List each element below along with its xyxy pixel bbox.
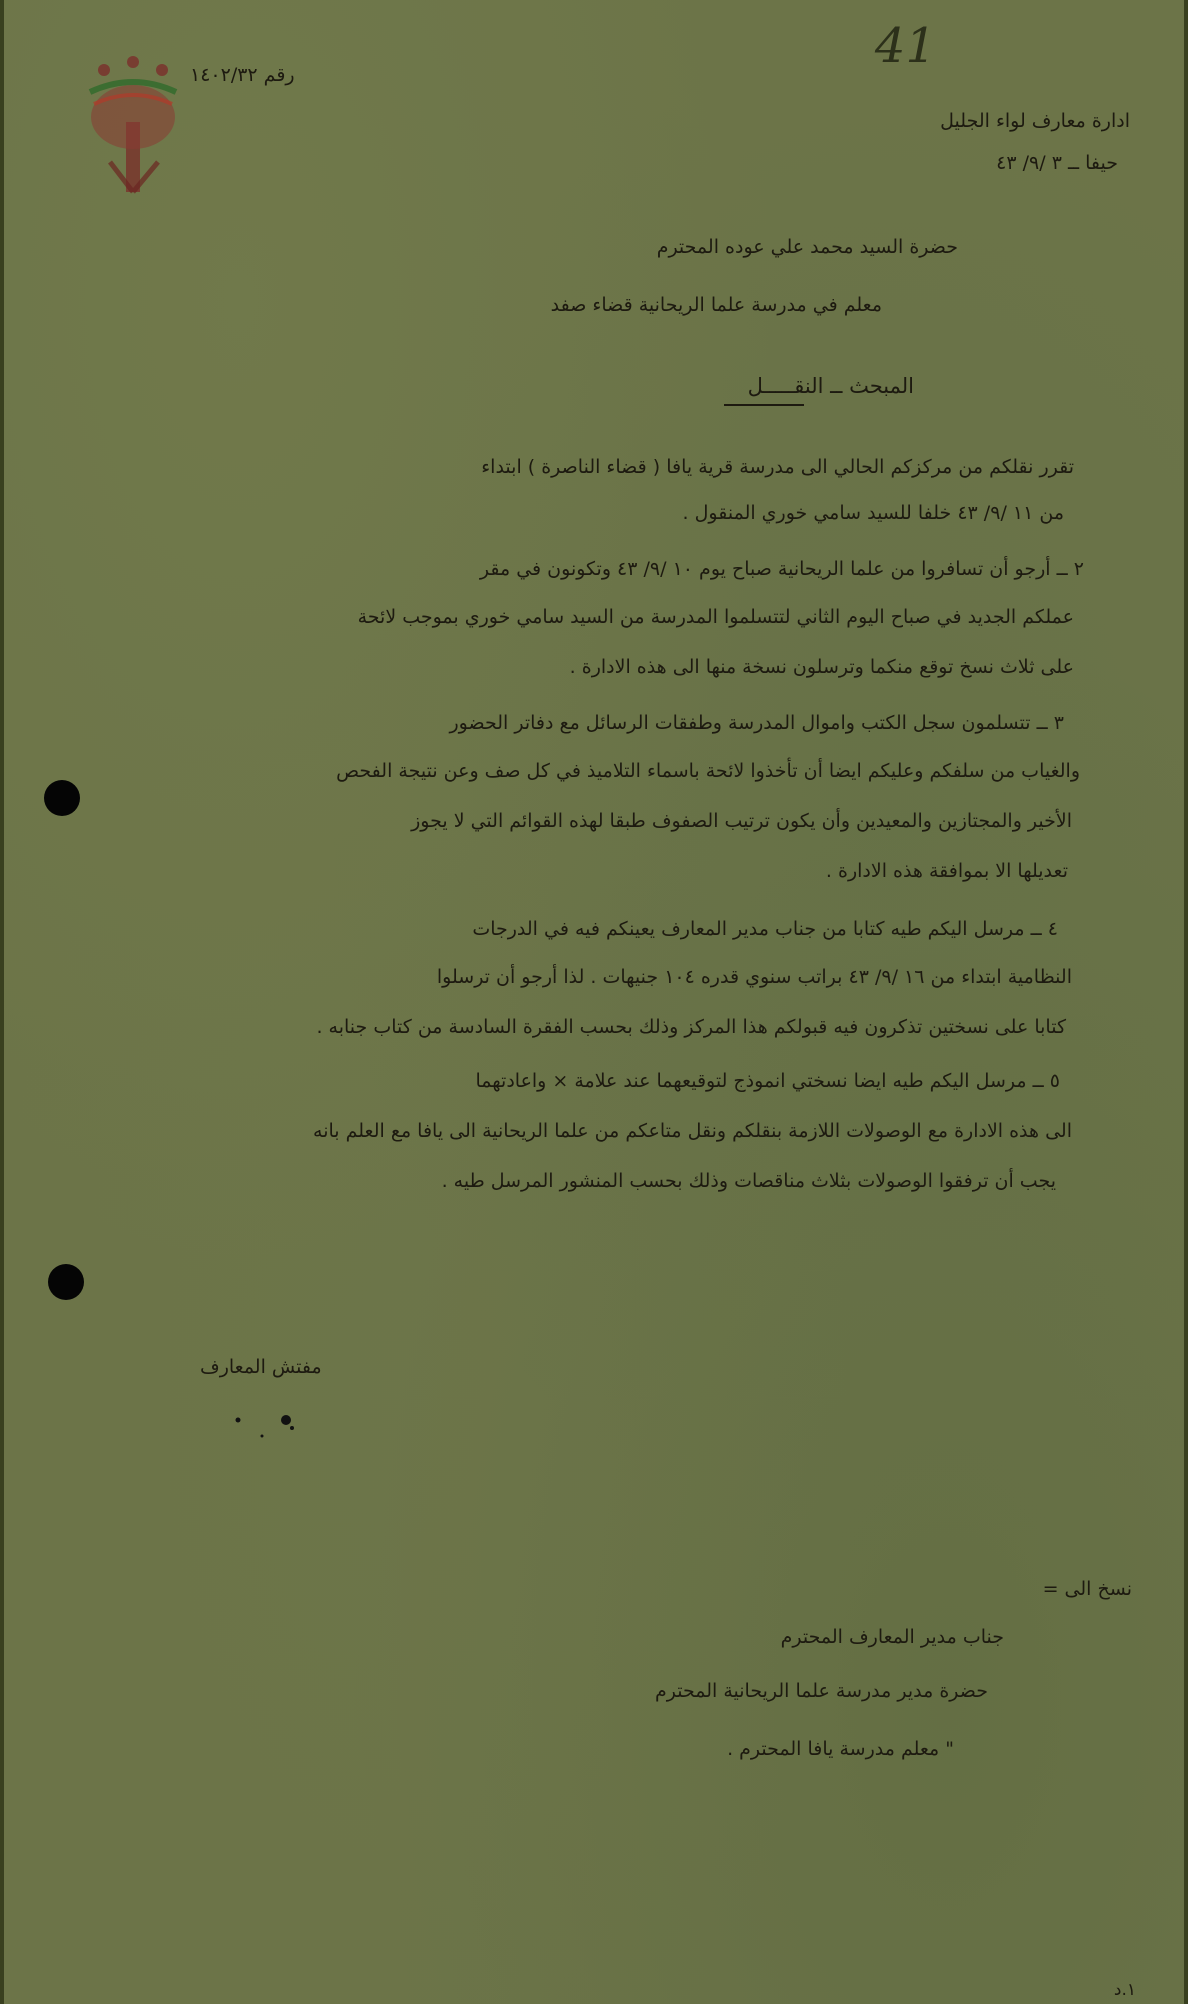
body-line: ٢ ــ أرجو أن تسافروا من علما الريحانية صباح يوم ١٠ /٩/ ٤٣ وتكونون في مقر	[479, 558, 1084, 580]
body-line: النظامية ابتداء من ١٦ /٩/ ٤٣ براتب سنوي قدره ١٠٤ جنيهات . لذا أرجو أن ترسلوا	[436, 966, 1072, 988]
addressee-name: حضرة السيد محمد علي عوده المحترم	[656, 236, 958, 258]
archive-logo-watermark	[80, 52, 190, 202]
body-line: يجب أن ترفقوا الوصولات بثلاث مناقصات وذلك بحسب المنشور المرسل طيه .	[441, 1170, 1056, 1192]
archive-folio-number: 41	[874, 18, 936, 74]
body-line: ٥ ــ مرسل اليكم طيه ايضا نسختي انموذج لتوقيعهما عند علامة × واعادتهما	[475, 1070, 1060, 1092]
body-line: من ١١ /٩/ ٤٣ خلفا للسيد سامي خوري المنقول .	[682, 502, 1064, 524]
copies-heading: نسخ الى =	[1042, 1578, 1132, 1600]
reference-number: رقم ١٤٠٢/٣٢	[190, 64, 295, 86]
place-date: حيفا ــ ٣ /٩/ ٤٣	[996, 152, 1118, 174]
body-line: الأخير والمجتازين والمعيدين وأن يكون ترتيب الصفوف طبقا لهذه القوائم التي لا يجوز	[411, 810, 1072, 832]
copies-item: جناب مدير المعارف المحترم	[780, 1626, 1004, 1648]
body-line: الى هذه الادارة مع الوصولات اللازمة بنقلكم ونقل متاعكم من علما الريحانية الى يافا مع العلم بانه	[313, 1120, 1072, 1142]
signature-title: مفتش المعارف	[200, 1356, 322, 1378]
punch-hole	[44, 780, 80, 816]
body-line: ٤ ــ مرسل اليكم طيه كتابا من جناب مدير المعارف يعينكم فيه في الدرجات	[472, 918, 1058, 940]
body-line: تقرر نقلكم من مركزكم الحالي الى مدرسة قرية يافا ( قضاء الناصرة ) ابتداء	[481, 456, 1074, 478]
copies-item: " معلم مدرسة يافا المحترم .	[727, 1738, 954, 1760]
footer-mark: ١.د	[1113, 1980, 1136, 2000]
signature-marks	[234, 1410, 294, 1440]
body-line: عملكم الجديد في صباح اليوم الثاني لتتسلموا المدرسة من السيد سامي خوري بموجب لائحة	[357, 606, 1074, 628]
punch-hole	[48, 1264, 84, 1300]
document-page	[4, 0, 1184, 2004]
body-line: كتابا على نسختين تذكرون فيه قبولكم هذا المركز وذلك بحسب الفقرة السادسة من كتاب جنابه .	[316, 1016, 1066, 1038]
copies-item: حضرة مدير مدرسة علما الريحانية المحترم	[654, 1680, 988, 1702]
sender-office: ادارة معارف لواء الجليل	[940, 110, 1130, 132]
body-line: على ثلاث نسخ توقع منكما وترسلون نسخة منها الى هذه الادارة .	[569, 656, 1074, 678]
body-line: ٣ ــ تتسلمون سجل الكتب واموال المدرسة وطفقات الرسائل مع دفاتر الحضور	[449, 712, 1064, 734]
subject-line: المبحث ــ النقـــــل	[747, 374, 914, 398]
body-line: والغياب من سلفكم وعليكم ايضا أن تأخذوا لائحة باسماء التلاميذ في كل صف وعن نتيجة الفحص	[336, 760, 1080, 782]
addressee-position: معلم في مدرسة علما الريحانية قضاء صفد	[550, 294, 882, 316]
subject-underline	[724, 404, 804, 406]
body-line: تعديلها الا بموافقة هذه الادارة .	[825, 860, 1068, 882]
